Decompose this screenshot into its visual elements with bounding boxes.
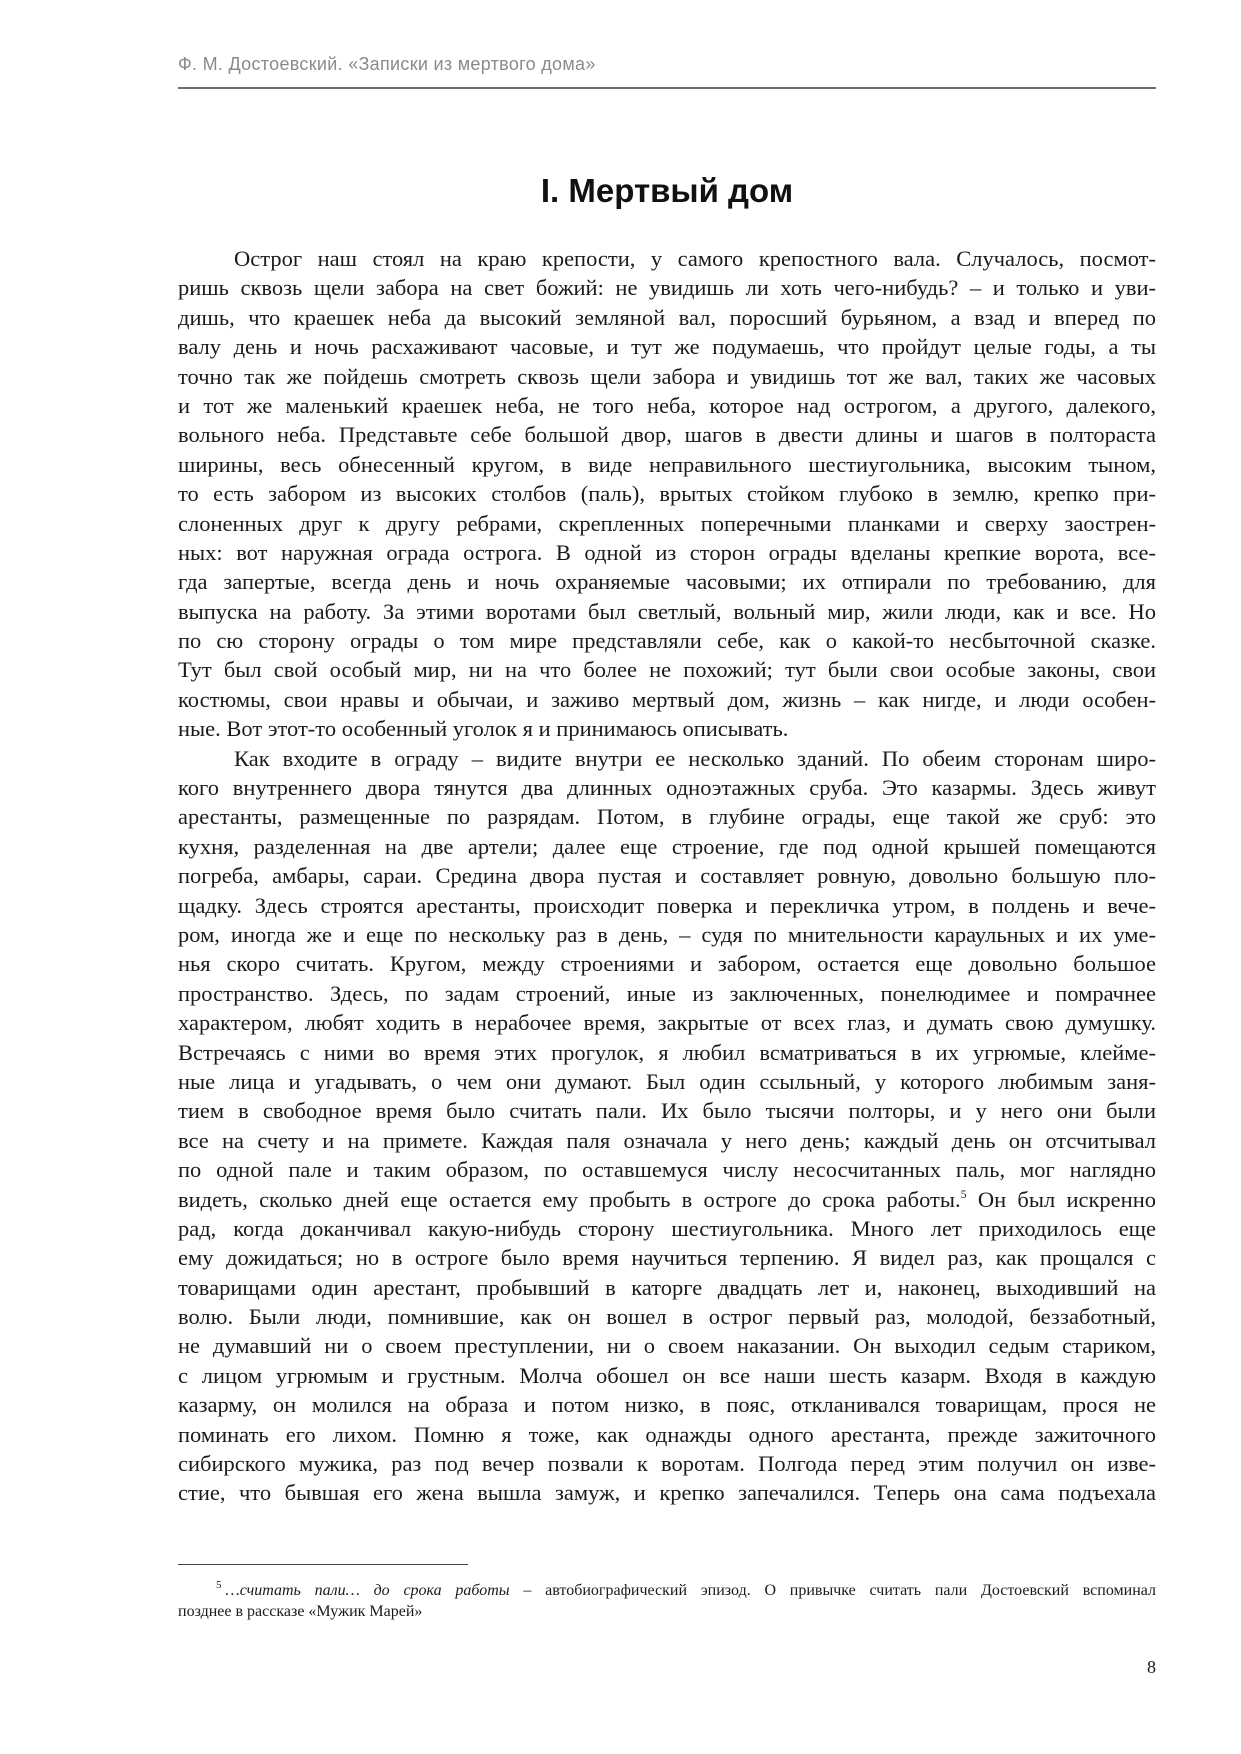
text-line: выпуска на работу. За этими воротами был светлый, вольный мир, жили люди, как и все. Но bbox=[178, 598, 1156, 624]
text-line: дишь, что краешек неба да высокий земляной вал, поросший бурьяном, а взад и вперед по bbox=[178, 304, 1156, 330]
text-line: то есть забором из высоких столбов (паль), врытых стойком глубоко в землю, крепко при- bbox=[178, 481, 1156, 507]
footnote-line bbox=[178, 1580, 1156, 1601]
text-line: погреба, амбары, сараи. Средина двора пустая и составляет ровную, довольно большую пло- bbox=[178, 863, 1156, 889]
text-line: нья скоро считать. Кругом, между строениями и забором, остается еще довольно большое bbox=[178, 951, 1156, 977]
header-divider bbox=[178, 87, 1156, 89]
text-line: ришь сквозь щели забора на свет божий: не увидишь ли хоть чего-нибудь? – и только и уви- bbox=[178, 275, 1156, 301]
text-line: по сю сторону ограды о том мире представляли себе, как о какой-то несбыточной сказке. bbox=[178, 628, 1156, 654]
text-line: ных: вот наружная ограда острога. В одной из сторон ограды вделаны крепкие ворота, все- bbox=[178, 539, 1156, 565]
text-line: гда запертые, всегда день и ночь охраняемые часовыми; их отпирали по требованию, для bbox=[178, 569, 1156, 595]
text-line: Острог наш стоял на краю крепости, у самого крепостного вала. Случалось, посмот- bbox=[234, 246, 1156, 271]
text-line-with-footnote bbox=[178, 1185, 1156, 1214]
text-line: точно так же пойдешь смотреть сквозь щели забора и увидишь тот же вал, таких же часовых bbox=[178, 363, 1156, 389]
text-line: сибирского мужика, раз под вечер позвали к воротам. Полгода перед этим получил он изве- bbox=[178, 1451, 1156, 1477]
text-line: кухня, разделенная на две артели; далее еще строение, где под одной крышей помещаются bbox=[178, 833, 1156, 859]
text-line: Тут был свой особый мир, ни на что более не похожий; тут были свои особые законы, свои bbox=[178, 657, 1156, 683]
text-line: арестанты, размещенные по разрядам. Потом, в глубине ограды, еще такой же сруб: это bbox=[178, 804, 1156, 830]
text-line: вольного неба. Представьте себе большой двор, шагов в двести длины и шагов в полтораста bbox=[178, 422, 1156, 448]
text-line: кого внутреннего двора тянутся два длинных одноэтажных сруба. Это казармы. Здесь живут bbox=[178, 775, 1156, 801]
text-line: рад, когда доканчивал какую-нибудь сторону шестиугольника. Много лет приходилось еще bbox=[178, 1215, 1156, 1241]
text-line: поминать его лихом. Помню я тоже, как однажды одного арестанта, прежде зажиточного bbox=[178, 1421, 1156, 1447]
footnote bbox=[178, 1580, 1156, 1622]
footnote-divider bbox=[178, 1564, 468, 1565]
text-line: ему дожидаться; но в остроге было время научиться терпению. Я видел раз, как прощался с bbox=[178, 1245, 1156, 1271]
footnote-line: позднее в рассказе «Мужик Марей» bbox=[178, 1603, 423, 1620]
text-line: ширины, весь обнесенный кругом, в виде неправильного шестиугольника, высоким тыном, bbox=[178, 451, 1156, 477]
text-line: ные лица и угадывать, о чем они думают. Был один ссыльный, у которого любимым заня- bbox=[178, 1068, 1156, 1094]
text-line: казарму, он молился на образа и потом низко, в пояс, откланивался товарищам, прося не bbox=[178, 1392, 1156, 1418]
text-line: слоненных друг к другу ребрами, скрепленных поперечными планками и сверху заострен- bbox=[178, 510, 1156, 536]
text-line: стие, что бывшая его жена вышла замуж, и крепко запечалился. Теперь она сама подъехала bbox=[178, 1480, 1156, 1506]
text-line: валу день и ночь расхаживают часовые, и тут же подумаешь, что пройдут целые годы, а ты bbox=[178, 334, 1156, 360]
text-line: все на счету и на примете. Каждая паля означала у него день; каждый день он отсчитывал bbox=[178, 1127, 1156, 1153]
text-line: Как входите в ограду – видите внутри ее несколько зданий. По обеим сторонам широ- bbox=[234, 745, 1156, 771]
text-line: характером, любят ходить в нерабочее время, закрытые от всех глаз, и думать свою думушку. bbox=[178, 1010, 1156, 1036]
body-text bbox=[178, 244, 1156, 1508]
text-line: ные. Вот этот-то особенный уголок я и принимаюсь описывать. bbox=[178, 716, 789, 742]
footnote-reference[interactable]: 5 bbox=[960, 1186, 967, 1201]
text-line: Встречаясь с ними во время этих прогулок, я любил всматриваться в их угрюмые, клейме- bbox=[178, 1039, 1156, 1065]
text-segment: Он был искренно bbox=[966, 1186, 1156, 1212]
text-line: товарищами один арестант, пробывший в каторге двадцать лет и, наконец, выходивший на bbox=[178, 1274, 1156, 1300]
text-line: по одной пале и таким образом, по оставшемуся числу несосчитанных паль, мог наглядно bbox=[178, 1157, 1156, 1183]
text-segment: видеть, сколько дней еще остается ему пробыть в остроге до срока работы. bbox=[178, 1186, 961, 1212]
text-line: тием в свободное время было считать пали. Их было тысячи полторы, и у него они были bbox=[178, 1098, 1156, 1124]
footnote-text: – автобиографический эпизод. О привычке считать пали Достоевский вспоминал bbox=[509, 1582, 1156, 1599]
text-line: костюмы, свои нравы и обычаи, и заживо мертвый дом, жизнь – как нигде, и люди особен- bbox=[178, 686, 1156, 712]
text-line: щадку. Здесь строятся арестанты, происходит поверка и перекличка утром, в полдень и вече- bbox=[178, 892, 1156, 918]
text-line: волю. Были люди, помнившие, как он вошел в острог первый раз, молодой, беззаботный, bbox=[178, 1304, 1156, 1330]
text-line: не думавший ни о своем преступлении, ни о своем наказании. Он выходил седым стариком, bbox=[178, 1333, 1156, 1359]
chapter-title: I. Мертвый дом bbox=[540, 172, 794, 209]
text-line: с лицом угрюмым и грустным. Молча обошел он все наши шесть казарм. Входя в каждую bbox=[178, 1362, 1156, 1388]
text-line: пространство. Здесь, по задам строений, иные из заключенных, понелюдимее и помрачнее bbox=[178, 980, 1156, 1006]
footnote-mark: 5 bbox=[216, 1579, 222, 1591]
running-header: Ф. М. Достоевский. «Записки из мертвого дома» bbox=[178, 54, 596, 74]
page-number: 8 bbox=[1147, 1657, 1156, 1677]
text-line: ром, иногда же и еще по нескольку раз в день, – судя по мнительности караульных и их уме- bbox=[178, 921, 1156, 947]
text-line: и тот же маленький краешек неба, не того неба, которое над острогом, а другого, далекого, bbox=[178, 392, 1156, 418]
footnote-quote: …считать пали… до срока работы bbox=[225, 1582, 510, 1599]
